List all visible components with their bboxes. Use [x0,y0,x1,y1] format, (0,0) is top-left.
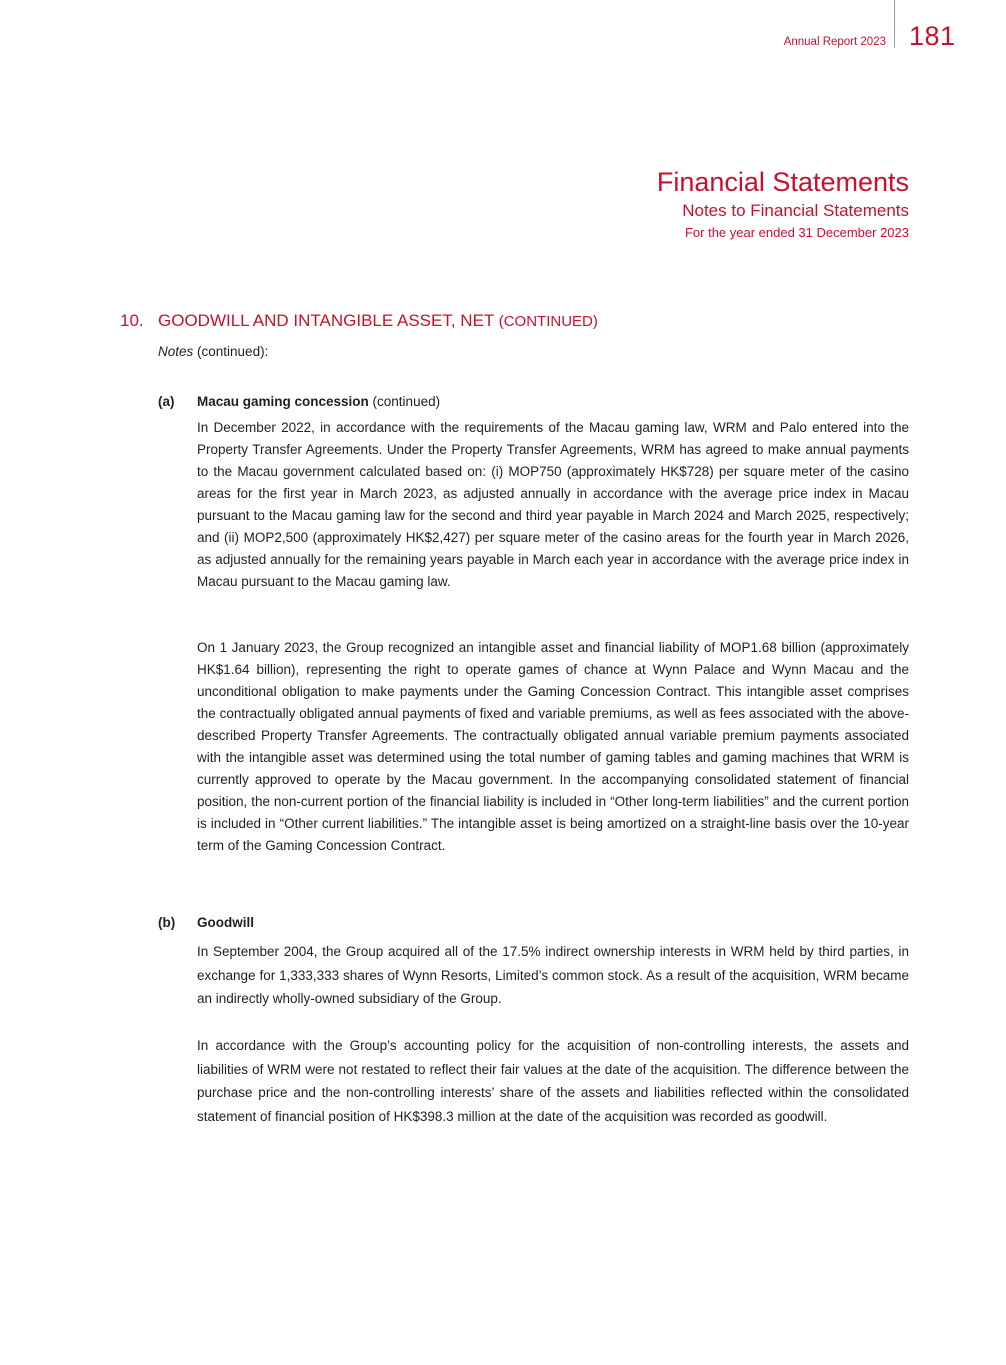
header-divider [894,0,895,48]
item-a-letter: (a) [158,394,175,409]
section-continued: (CONTINUED) [498,313,598,330]
header-report-label: Annual Report 2023 [783,36,886,48]
item-a-paragraph-1: In December 2022, in accordance with the requirements of the Macau gaming law, WRM and Palo entered into the Property Transfer Agreements. Under the Property Transfer Agreements, WRM has agreed to make annual payments to the Macau government calculated based on: (i) MOP750 (approximately HK$728) per square meter of the casino areas for the first year in March 2023, as adjusted annually in accordance with the average price index in Macau pursuant to the Macau gaming law for the second and third year payable in March 2024 and March 2025, respectively; and (ii) MOP2,500 (approximately HK$2,427) per square meter of the casino areas for the fourth year in March 2026, as adjusted annually for the remaining years payable in March each year in accordance with the average price index in Macau pursuant to the Macau gaming law. [197,420,909,589]
item-b-title-bold: Goodwill [197,915,254,930]
section-number: 10. [120,311,144,330]
section-title: GOODWILL AND INTANGIBLE ASSET, NET [158,311,494,330]
item-a-paragraph-2: On 1 January 2023, the Group recognized an intangible asset and financial liability of MOP1.68 billion (approximately HK$1.64 billion), representing the right to operate games of chance at Wynn Palace and Wynn Macau and the unconditional obligation to make payments under the Gaming Concession Contract. This intangible asset comprises the contractually obligated annual payments of fixed and variable premiums, as well as fees associated with the above-described Property Transfer Agreements. The contractually obligated annual variable premium payments associated with the intangible asset was determined using the total number of gaming tables and gaming machines that WRM is currently approved to operate by the Macau government. In the accompanying consolidated statement of financial position, the non-current portion of the financial liability is included in “Other long-term liabilities” and the current portion is included in “Other current liabilities.” The intangible asset is being amortized on a straight-line basis over the 10-year term of the Gaming Concession Contract. [197,640,909,853]
item-b-title [197,915,254,930]
reporting-period: For the year ended 31 December 2023 [684,225,909,240]
page-subtitle: Notes to Financial Statements [682,201,909,220]
item-a-title [197,394,440,409]
title-block [657,165,909,243]
section-heading [120,311,598,331]
page-number: 181 [909,21,956,51]
item-b-paragraph-1: In September 2004, the Group acquired all of the 17.5% indirect ownership interests in WRM held by third parties, in exchange for 1,333,333 shares of Wynn Resorts, Limited’s common stock. As a result of the acquisition, WRM became an indirectly wholly-owned subsidiary of the Group. [197,944,909,1006]
notes-suffix: (continued): [193,344,269,359]
notes-word: Notes [158,344,194,359]
item-b-paragraph-2: In accordance with the Group’s accounting policy for the acquisition of non-controlling interests, the assets and liabilities of WRM were not restated to reflect their fair values at the date of the acquisition. The difference between the purchase price and the non-controlling interests’ share of the assets and liabilities reflected within the consolidated statement of financial position of HK$398.3 million at the date of the acquisition was recorded as goodwill. [197,1038,909,1124]
item-a-title-suffix: (continued) [368,394,441,409]
item-b-letter: (b) [158,915,176,930]
page-title: Financial Statements [656,167,909,197]
notes-label [158,344,268,359]
item-a-title-bold: Macau gaming concession [197,394,369,409]
